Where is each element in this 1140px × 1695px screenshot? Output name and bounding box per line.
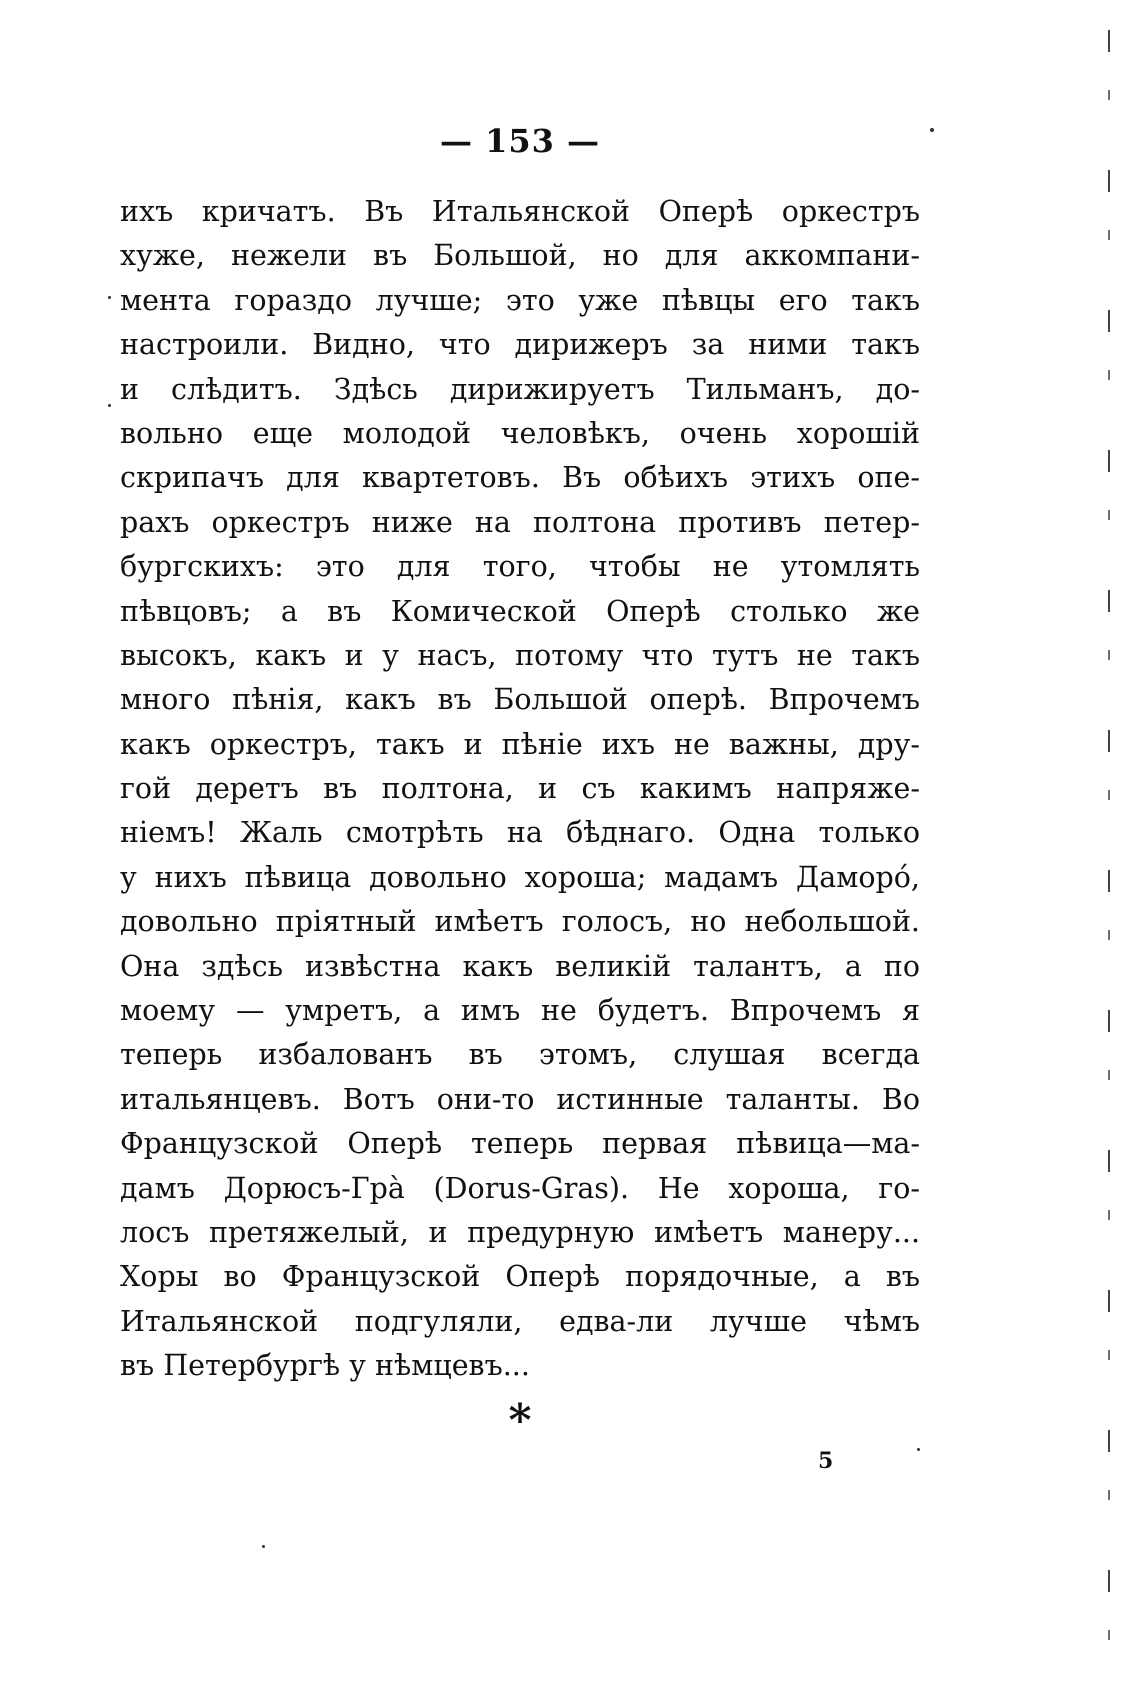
section-separator-asterisk: * (508, 1395, 532, 1446)
text-line: теперь избалованъ въ этомъ, слушая всегда (120, 1038, 920, 1072)
scan-speck (930, 128, 934, 132)
text-line: какъ оркестръ, такъ и пѣніе ихъ не важны, дру- (120, 727, 920, 761)
scan-speck (108, 404, 111, 407)
text-line: лосъ претяжелый, и предурную имѣетъ манеру... (120, 1215, 920, 1249)
text-line: и слѣдитъ. Здѣсь дирижируетъ Тильманъ, до- (120, 372, 920, 406)
text-line: ніемъ! Жаль смотрѣть на бѣднаго. Одна только (120, 816, 920, 850)
text-line: Французской Оперѣ теперь первая пѣвица—ма- (120, 1127, 920, 1161)
text-line: Хоры во Французской Оперѣ порядочные, а въ (120, 1260, 920, 1294)
text-line: довольно пріятный имѣетъ голосъ, но небольшой. (120, 905, 920, 939)
text-line: бургскихъ: это для того, чтобы не утомлять (120, 550, 920, 584)
scan-speck (108, 296, 111, 299)
scan-speck (262, 1545, 265, 1548)
text-line: настроили. Видно, что дирижеръ за ними такъ (120, 328, 920, 362)
text-line: моему — умретъ, а имъ не будетъ. Впрочемъ я (120, 994, 920, 1028)
text-line: Итальянской подгуляли, едва-ли лучше чѣмъ (120, 1304, 920, 1338)
text-line: скрипачъ для квартетовъ. Въ обѣихъ этихъ опе- (120, 461, 920, 495)
text-line: рахъ оркестръ ниже на полтона противъ петер- (120, 505, 920, 539)
text-line: пѣвцовъ; а въ Комической Оперѣ столько же (120, 594, 920, 628)
text-line: у нихъ пѣвица довольно хороша; мадамъ Даморó, (120, 860, 920, 894)
text-line: гой деретъ въ полтона, и съ какимъ напряже- (120, 772, 920, 806)
text-line-last: въ Петербургѣ у нѣмцевъ... (120, 1349, 530, 1383)
text-line: хуже, нежели въ Большой, но для аккомпани- (120, 239, 920, 273)
text-line: высокъ, какъ и у насъ, потому что тутъ не такъ (120, 638, 920, 672)
body-text (120, 190, 920, 1389)
text-line: много пѣнія, какъ въ Большой оперѣ. Впрочемъ (120, 683, 920, 717)
scan-speck (917, 1448, 920, 1451)
text-line: вольно еще молодой человѣкъ, очень хорошій (120, 416, 920, 450)
text-line: итальянцевъ. Вотъ они-то истинные таланты. Во (120, 1082, 920, 1116)
signature-mark: 5 (818, 1448, 834, 1474)
text-line: Она здѣсь извѣстна какъ великій талантъ, а по (120, 949, 920, 983)
text-line: дамъ Дорюсъ-Грà (Dorus-Gras). Не хороша, го- (120, 1171, 920, 1205)
page-number: — 153 — (439, 122, 601, 160)
scan-edge-line (1108, 30, 1110, 1670)
text-line: ихъ кричатъ. Въ Итальянской Оперѣ оркестръ (120, 195, 920, 228)
text-line: мента гораздо лучше; это уже пѣвцы его такъ (120, 283, 920, 317)
